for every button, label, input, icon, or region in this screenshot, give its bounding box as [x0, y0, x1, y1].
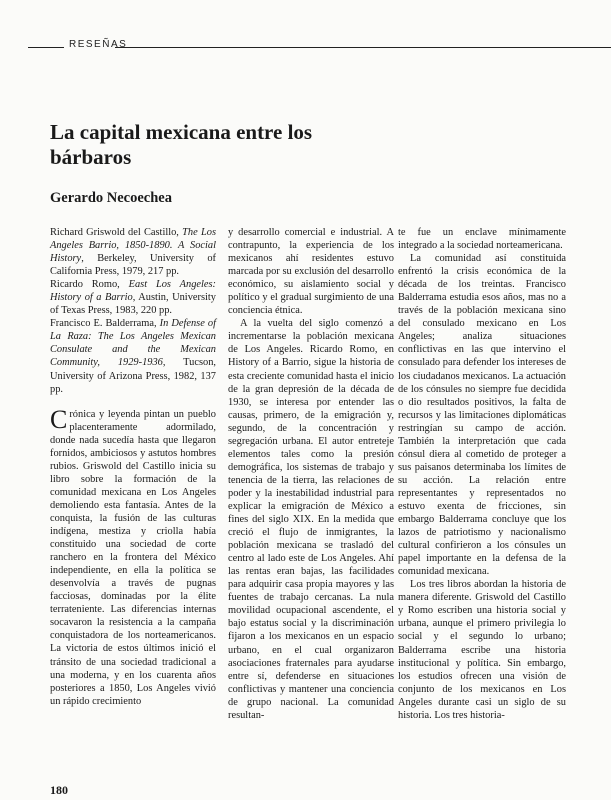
- reference-author: Ricardo Romo,: [50, 279, 129, 291]
- reference-title: The Los Angeles Barrio, 1850-1890. A Social History: [50, 227, 216, 265]
- body-paragraph: y desarrollo comercial e industrial. A contrapunto, la experiencia de los mexicanos ahí residentes estuvo marcada por su exclusión del desarrollo económico, su aislamiento social y político y el gradual surgimiento de una conciencia étnica.: [228, 227, 394, 317]
- reference-details: , Austin, University of Texas Press, 1983, 220 pp.: [50, 292, 216, 317]
- reference-title: East Los Angeles: History of a Barrio: [50, 279, 216, 304]
- body-paragraph: La comunidad así constituida enfrentó la crisis económica de la década de los treintas. Francisco Balderrama estudia esos años, mas no a través de la población mexicana sino del consulado mexicano en Los Angeles; analiza situaciones conflictivas en las que intervino el consulado para defender los intereses de los ciudadanos mexicanos. La actuación de los cónsules no siempre fue decidida o dio resultados positivos, la falta de recursos y las limitaciones diplomáticas restringían su campo de acción. También la interpretación que cada cónsul diera al cometido de proteger a sus paisanos determinaba los límites de su acción. La relación entre representantes y representados no estuvo exenta de fricciones, sin embargo Balderrama concluye que los lazos de patriotismo y nacionalismo cultural confirieron a los cónsules un papel importante en la defensa de la comunidad mexicana.: [398, 253, 566, 578]
- body-paragraph: [50, 404, 216, 708]
- paragraph-text: rónica y leyenda pintan un pueblo placenteramente adormilado, donde nada sucedía hasta que llegaron fornidos, ambiciosos y astutos hombres rubios. Griswold del Castillo inicia su libro sobre la formación de la comunidad mexicana en Los Angeles demoliendo esta fantasía. Antes de la conquista, la fusión de las culturas indígena, mestiza y criolla había constituido una sociedad de corte ranchero en la frontera del México independiente, en ella la política se desenvolvía a través de pugnas facciosas, dominadas por la élite terrateniente. Las diferencias internas socavaron la resistencia a la campaña conquistadora de los norteamericanos. La victoria de estos últimos inició el tránsito de una sociedad tradicional a una moderna, y en los cuarenta años posteriores a 1850, Los Angeles vivió un rápido crecimiento: [50, 408, 216, 707]
- reference-2: [50, 278, 216, 317]
- reference-author: Francisco E. Balderrama,: [50, 318, 160, 330]
- drop-cap: C: [50, 404, 68, 434]
- column-1: [50, 226, 216, 708]
- reference-author: Richard Griswold del Castillo,: [50, 227, 183, 238]
- article-title: La capital mexicana entre los bárbaros: [50, 120, 313, 169]
- reference-title: In Defense of La Raza: The Los Angeles Mexican Consulate and the Mexican Community, 1929-1936: [50, 318, 216, 369]
- body-paragraph: te fue un enclave mínimamente integrado a la sociedad norteamericana.: [398, 227, 566, 252]
- article-author: Gerardo Necoechea: [50, 190, 172, 206]
- reference-1: [50, 226, 216, 278]
- body-paragraph: A la vuelta del siglo comenzó a incrementarse la población mexicana de Los Angeles. Ricardo Romo, en History of a Barrio, sigue la historia de esta creciente comunidad hasta el inicio de la gran depresión de la década de 1930, se interesa por entender las causas, primero, de la emigración y, segundo, de la concentración y segregación urbana. El autor entreteje elementos tales como la presión demográfica, los sistemas de trabajo y tenencia de la tierra, las relaciones de poder y la inestabilidad industrial para explicar la emigración de México a fines del siglo XIX. En la medida que creció el flujo de inmigrantes, la población mexicana se trasladó del centro al lado este de Los Angeles. Ahí las rentas eran bajas, las facilidades para adquirir casa propia mayores y las fuentes de trabajo cercanas. La nula movilidad ocupacional ascendente, el bajo estatus social y la discriminación fijaron a los mexicanos en un espacio urbano, en el cual organizaron asociaciones fraternales para ayudarse entre sí, defenderse en situaciones conflictivas y mantener una conciencia de grupo nacional. La comunidad resultan-: [228, 318, 394, 721]
- column-2: [228, 226, 394, 722]
- reference-details: , Berkeley, University of California Press, 1979, 217 pp.: [50, 253, 216, 278]
- body-paragraph: Los tres libros abordan la historia de manera diferente. Griswold del Castillo y Romo escriben una historia social y urbana, aunque el primero privilegia lo social y el segundo lo urbano; Balderrama escribe una historia institucional y política. Sin embargo, los estudios ofrecen una visión de conjunto de los mexicanos en Los Angeles durante casi un siglo de su historia. Los tres historia-: [398, 579, 566, 721]
- column-3: [398, 226, 566, 722]
- header-rule-left: [28, 47, 64, 48]
- header-rule-right: [115, 47, 611, 48]
- section-label: RESEÑAS: [69, 39, 128, 50]
- reference-details: , Tucson, University of Arizona Press, 1982, 137 pp.: [50, 357, 216, 395]
- page-number: 180: [50, 783, 68, 797]
- reference-3: [50, 317, 216, 395]
